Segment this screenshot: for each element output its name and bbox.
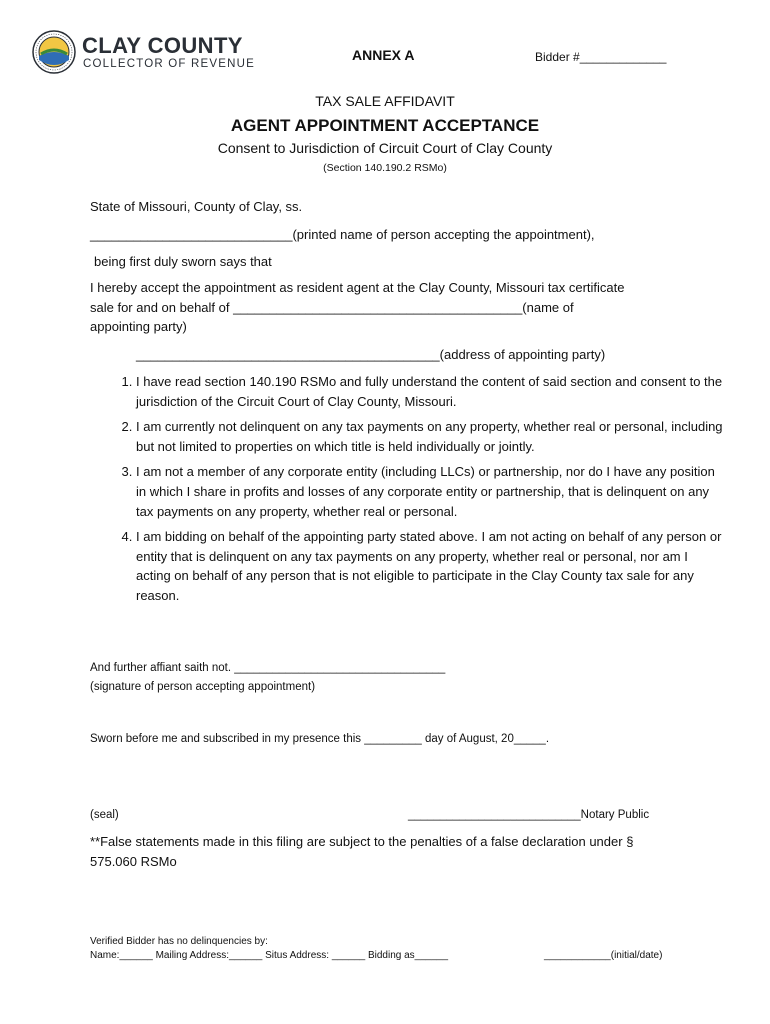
main-title: AGENT APPOINTMENT ACCEPTANCE (230, 116, 540, 135)
section-reference: (Section 140.190.2 RSMo) (323, 162, 447, 174)
affidavit-title: TAX SALE AFFIDAVIT (315, 93, 455, 109)
notary-signature-field[interactable]: ___________________________Notary Public (408, 809, 650, 821)
printed-name-field[interactable]: ____________________________(printed name of person accepting the appointment), (90, 227, 595, 242)
list-item: 4. I am bidding on behalf of the appointing party stated above. I am not acting on behalf of any person or entity that is delinquent on any tax payments on any property, whether real or personal, nor am I acting on behalf of any person that is not eligible to participate in the Clay County tax sale for any reason. (136, 527, 726, 605)
org-subtitle: COLLECTOR OF REVENUE (83, 58, 256, 70)
state-line: State of Missouri, County of Clay, ss. (90, 199, 303, 214)
annex-label: ANNEX A (352, 47, 415, 63)
address-field[interactable]: __________________________________________(address of appointing party) (136, 347, 606, 362)
org-name: CLAY COUNTY (82, 33, 243, 58)
statement-list (90, 372, 726, 612)
bidder-number-field[interactable]: Bidder #_____________ (535, 50, 667, 64)
list-item: 1. I have read section 140.190 RSMo and fully understand the content of said section and consent to the jurisdiction of the Circuit Court of Clay County, Missouri. (136, 372, 726, 411)
false-statement-line-2: 575.060 RSMo (90, 854, 177, 869)
accept-line-1: I hereby accept the appointment as resident agent at the Clay County, Missouri tax certificate (90, 280, 625, 295)
appointing-party-field[interactable]: sale for and on behalf of ________________________________________(name of (90, 300, 574, 315)
initial-date-field[interactable]: ____________(initial/date) (544, 950, 663, 961)
county-seal-icon (32, 30, 76, 74)
affiant-signature-field[interactable]: And further affiant saith not. _________________________________ (90, 662, 446, 674)
verified-label: Verified Bidder has no delinquencies by: (90, 936, 268, 947)
consent-subtitle: Consent to Jurisdiction of Circuit Court of Clay County (217, 140, 553, 156)
accept-line-3: appointing party) (90, 319, 187, 334)
verification-fields[interactable]: Name:______ Mailing Address:______ Situs Address: ______ Bidding as______ (90, 950, 449, 961)
seal-label: (seal) (90, 809, 119, 821)
affiant-note: (signature of person accepting appointment) (90, 681, 316, 693)
false-statement-line-1: **False statements made in this filing are subject to the penalties of a false declaration under § (90, 834, 634, 849)
sworn-before-field[interactable]: Sworn before me and subscribed in my presence this _________ day of August, 20_____. (90, 733, 550, 745)
sworn-line: being first duly sworn says that (94, 254, 272, 269)
list-item: 3. I am not a member of any corporate entity (including LLCs) or partnership, nor do I have any position in which I share in profits and losses of any corporate entity or partnership, that is delinquent on any tax payments on any property, whether real or personal. (136, 462, 726, 521)
list-item: 2. I am currently not delinquent on any tax payments on any property, whether real or personal, including but not limited to properties on which title is held individually or jointly. (136, 417, 726, 456)
